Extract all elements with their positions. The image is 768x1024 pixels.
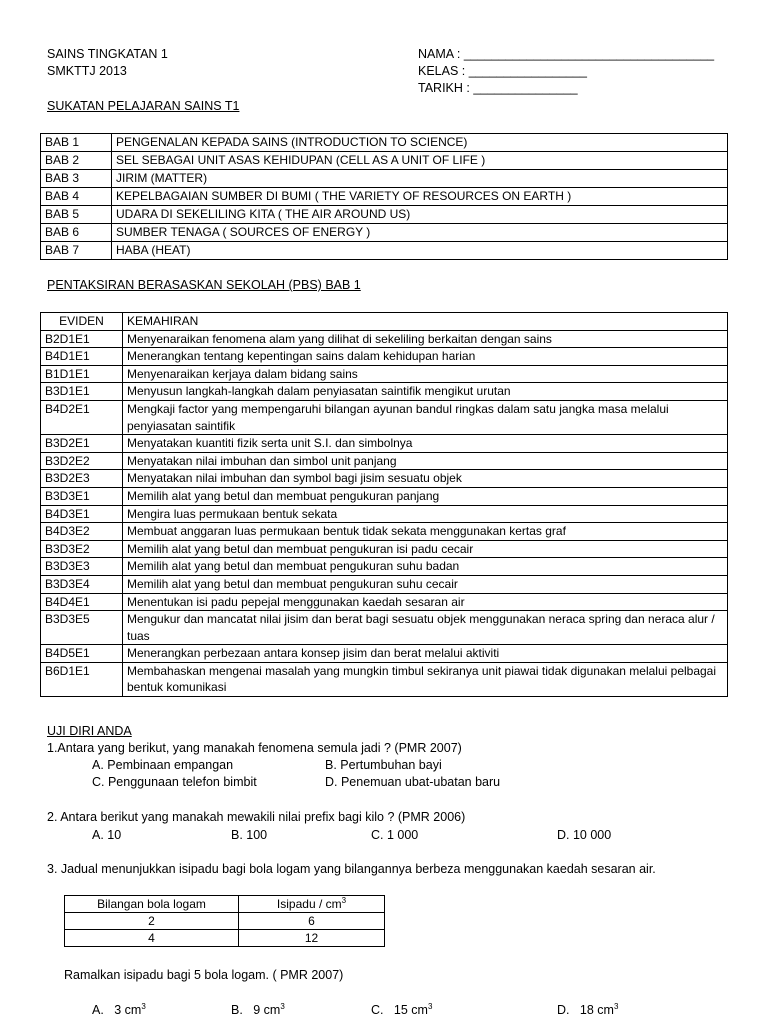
- table-row: [41, 593, 728, 611]
- kemahiran-text: Mengkaji factor yang mempengaruhi bilangan ayunan bandul ringkas dalam satu jangka masa melalui penyiasatan saintifik: [123, 400, 728, 434]
- q3-option-c-value: 15 cm: [393, 1003, 428, 1017]
- kemahiran-text: Menerangkan tentang kepentingan sains dalam kehidupan harian: [123, 348, 728, 366]
- eviden-code: B4D2E1: [41, 400, 123, 434]
- table-row: [41, 134, 728, 152]
- eviden-code: B3D3E1: [41, 487, 123, 505]
- table-row: [41, 435, 728, 453]
- kelas-field: KELAS : _________________: [418, 64, 587, 78]
- eviden-code: B2D1E1: [41, 330, 123, 348]
- table-row: [41, 487, 728, 505]
- q3-option-a: [92, 1002, 146, 1019]
- kemahiran-text: Memilih alat yang betul dan membuat pengukuran isi padu cecair: [123, 540, 728, 558]
- volume-cell: 6: [239, 913, 385, 930]
- table-row: [41, 505, 728, 523]
- eviden-code: B4D3E2: [41, 523, 123, 541]
- eviden-code: B4D1E1: [41, 348, 123, 366]
- q3-option-a-value: 3 cm: [114, 1003, 142, 1017]
- nama-field: NAMA : ____________________________________: [418, 47, 715, 61]
- header-count: Bilangan bola logam: [65, 896, 239, 913]
- table-row: [41, 470, 728, 488]
- table-row: [41, 645, 728, 663]
- table-row: [41, 152, 728, 170]
- q3-option-b: [231, 1002, 285, 1019]
- table-row: [41, 540, 728, 558]
- table-row: [41, 242, 728, 260]
- bab-title: SUMBER TENAGA ( SOURCES OF ENERGY ): [112, 224, 728, 242]
- q1-option-d: D. Penemuan ubat-ubatan baru: [325, 775, 501, 789]
- eviden-code: B3D2E3: [41, 470, 123, 488]
- eviden-code: B4D3E1: [41, 505, 123, 523]
- bab-title: UDARA DI SEKELILING KITA ( THE AIR AROUND US): [112, 206, 728, 224]
- table-row: [41, 575, 728, 593]
- q3-option-c-label: C.: [371, 1003, 384, 1017]
- table-row: [41, 400, 728, 434]
- table-row: [41, 206, 728, 224]
- kemahiran-text: Menyusun langkah-langkah dalam penyiasatan saintifik mengikut urutan: [123, 383, 728, 401]
- pbs-table: [40, 312, 728, 697]
- pbs-title: PENTAKSIRAN BERASASKAN SEKOLAH (PBS) BAB 1: [47, 278, 361, 292]
- q3-option-b-label: B.: [231, 1003, 243, 1017]
- q3-option-a-label: A.: [92, 1003, 104, 1017]
- kemahiran-text: Membuat anggaran luas permukaan bentuk tidak sekata menggunakan kertas graf: [123, 523, 728, 541]
- count-cell: 2: [65, 913, 239, 930]
- eviden-code: B3D2E2: [41, 452, 123, 470]
- kemahiran-text: Menerangkan perbezaan antara konsep jisim dan berat melalui aktiviti: [123, 645, 728, 663]
- bab-code: BAB 5: [41, 206, 112, 224]
- table-row: [65, 913, 385, 930]
- q1-option-c: C. Penggunaan telefon bimbit: [92, 775, 257, 789]
- kemahiran-text: Menyatakan kuantiti fizik serta unit S.I. dan simbolnya: [123, 435, 728, 453]
- kemahiran-text: Memilih alat yang betul dan membuat pengukuran suhu badan: [123, 558, 728, 576]
- bab-title: JIRIM (MATTER): [112, 170, 728, 188]
- table-row: [41, 383, 728, 401]
- bab-code: BAB 3: [41, 170, 112, 188]
- unit-sup: 3: [280, 1002, 285, 1011]
- eviden-code: B6D1E1: [41, 662, 123, 696]
- q3-prompt: Ramalkan isipadu bagi 5 bola logam. ( PMR 2007): [64, 968, 344, 982]
- header-kemahiran: KEMAHIRAN: [123, 313, 728, 331]
- table-row: [41, 452, 728, 470]
- q1-option-b: B. Pertumbuhan bayi: [325, 758, 442, 772]
- q2-option-d: D. 10 000: [557, 828, 612, 842]
- table-header-row: [41, 313, 728, 331]
- count-cell: 4: [65, 930, 239, 947]
- kemahiran-text: Menyatakan nilai imbuhan dan symbol bagi jisim sesuatu objek: [123, 470, 728, 488]
- table-header-row: [65, 896, 385, 913]
- eviden-code: B4D4E1: [41, 593, 123, 611]
- table-row: [41, 170, 728, 188]
- kemahiran-text: Membahaskan mengenai masalah yang mungkin timbul sekiranya unit piawai tidak digunakan melalui pelbagai bentuk komunikasi: [123, 662, 728, 696]
- table-row: [41, 224, 728, 242]
- question-3: 3. Jadual menunjukkan isipadu bagi bola logam yang bilangannya berbeza menggunakan kaedah sesaran air.: [47, 862, 656, 876]
- table-row: [41, 558, 728, 576]
- kemahiran-text: Mengukur dan mancatat nilai jisim dan berat bagi sesuatu objek menggunakan neraca spring dan neraca alur / tuas: [123, 611, 728, 645]
- eviden-code: B3D1E1: [41, 383, 123, 401]
- kemahiran-text: Menyenaraikan kerjaya dalam bidang sains: [123, 365, 728, 383]
- kemahiran-text: Memilih alat yang betul dan membuat pengukuran suhu cecair: [123, 575, 728, 593]
- q2-option-b: B. 100: [231, 828, 268, 842]
- eviden-code: B3D3E4: [41, 575, 123, 593]
- eviden-code: B3D2E1: [41, 435, 123, 453]
- header-volume-sup: 3: [341, 896, 347, 905]
- quiz-title: UJI DIRI ANDA: [47, 724, 132, 738]
- bab-code: BAB 7: [41, 242, 112, 260]
- syllabus-table: [40, 133, 728, 260]
- q3-option-d-value: 18 cm: [579, 1003, 614, 1017]
- unit-sup: 3: [427, 1002, 433, 1011]
- eviden-code: B3D3E3: [41, 558, 123, 576]
- eviden-code: B3D3E2: [41, 540, 123, 558]
- q3-option-d-label: D.: [557, 1003, 570, 1017]
- table-row: [41, 365, 728, 383]
- table-row: [41, 188, 728, 206]
- question-2: 2. Antara berikut yang manakah mewakili nilai prefix bagi kilo ? (PMR 2006): [47, 810, 466, 824]
- q3-option-b-value: 9 cm: [253, 1003, 281, 1017]
- school-year: SMKTTJ 2013: [47, 64, 127, 78]
- volume-cell: 12: [239, 930, 385, 947]
- bab-code: BAB 4: [41, 188, 112, 206]
- unit-sup: 3: [141, 1002, 146, 1011]
- subject-title: SAINS TINGKATAN 1: [47, 47, 168, 61]
- bab-title: KEPELBAGAIAN SUMBER DI BUMI ( THE VARIETY OF RESOURCES ON EARTH ): [112, 188, 728, 206]
- bab-title: HABA (HEAT): [112, 242, 728, 260]
- q3-option-c: [371, 1002, 432, 1019]
- q1-option-a: A. Pembinaan empangan: [92, 758, 234, 772]
- q2-option-c: C. 1 000: [371, 828, 419, 842]
- table-row: [41, 523, 728, 541]
- table-row: [41, 348, 728, 366]
- bab-title: SEL SEBAGAI UNIT ASAS KEHIDUPAN (CELL AS A UNIT OF LIFE ): [112, 152, 728, 170]
- volume-table: [64, 895, 385, 947]
- unit-sup: 3: [613, 1002, 619, 1011]
- bab-title: PENGENALAN KEPADA SAINS (INTRODUCTION TO SCIENCE): [112, 134, 728, 152]
- question-1: 1.Antara yang berikut, yang manakah fenomena semula jadi ? (PMR 2007): [47, 741, 462, 755]
- syllabus-title: SUKATAN PELAJARAN SAINS T1: [47, 99, 240, 113]
- header-eviden: EVIDEN: [41, 313, 123, 331]
- eviden-code: B3D3E5: [41, 611, 123, 645]
- bab-code: BAB 1: [41, 134, 112, 152]
- q2-option-a: A. 10: [92, 828, 122, 842]
- table-row: [41, 662, 728, 696]
- table-row: [65, 930, 385, 947]
- kemahiran-text: Mengira luas permukaan bentuk sekata: [123, 505, 728, 523]
- tarikh-field: TARIKH : _______________: [418, 81, 578, 95]
- table-row: [41, 611, 728, 645]
- header-volume-label: Isipadu / cm: [276, 897, 342, 911]
- header-volume: [239, 896, 385, 913]
- kemahiran-text: Menentukan isi padu pepejal menggunakan kaedah sesaran air: [123, 593, 728, 611]
- bab-code: BAB 2: [41, 152, 112, 170]
- bab-code: BAB 6: [41, 224, 112, 242]
- kemahiran-text: Menyenaraikan fenomena alam yang dilihat di sekeliling berkaitan dengan sains: [123, 330, 728, 348]
- kemahiran-text: Memilih alat yang betul dan membuat pengukuran panjang: [123, 487, 728, 505]
- eviden-code: B1D1E1: [41, 365, 123, 383]
- q3-option-d: [557, 1002, 618, 1019]
- kemahiran-text: Menyatakan nilai imbuhan dan simbol unit panjang: [123, 452, 728, 470]
- table-row: [41, 330, 728, 348]
- eviden-code: B4D5E1: [41, 645, 123, 663]
